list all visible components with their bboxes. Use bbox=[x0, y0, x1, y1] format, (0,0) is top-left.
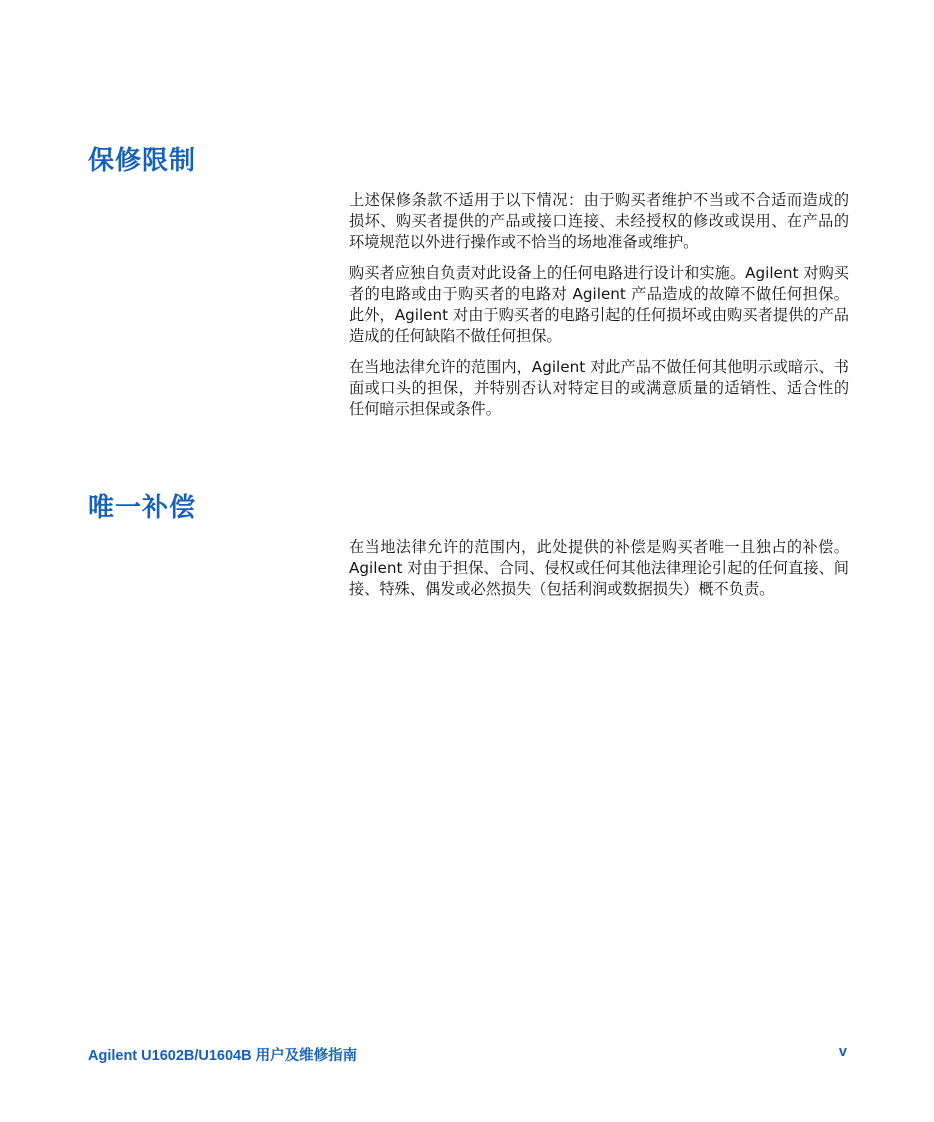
section-heading-warranty-limitation: 保修限制 bbox=[88, 146, 197, 176]
paragraph: 购买者应独自负责对此设备上的任何电路进行设计和实施。Agilent 对购买者的电路或由于购买者的电路对 Agilent 产品造成的故障不做任何担保。此外，Agilent 对由于购买者的电路引起的任何损坏或由购买者提供的产品造成的任何缺陷不做任何担保。 bbox=[349, 264, 849, 345]
footer-page-number: v bbox=[838, 1044, 847, 1060]
paragraph: 上述保修条款不适用于以下情况：由于购买者维护不当或不合适而造成的损坏、购买者提供的产品或接口连接、未经授权的修改或误用、在产品的环境规范以外进行操作或不恰当的场地准备或维护。 bbox=[349, 191, 849, 251]
section-body-warranty-limitation bbox=[349, 190, 849, 430]
footer-document-title: Agilent U1602B/U1604B 用户及维修指南 bbox=[88, 1048, 358, 1064]
page-footer bbox=[88, 1044, 847, 1066]
paragraph: 在当地法律允许的范围内，此处提供的补偿是购买者唯一且独占的补偿。Agilent 对由于担保、合同、侵权或任何其他法律理论引起的任何直接、间接、特殊、偶发或必然损失（包括利润或数据损失）概不负责。 bbox=[349, 538, 849, 598]
section-heading-exclusive-remedy: 唯一补偿 bbox=[88, 493, 197, 523]
paragraph: 在当地法律允许的范围内，Agilent 对此产品不做任何其他明示或暗示、书面或口头的担保，并特别否认对特定目的或满意质量的适销性、适合性的任何暗示担保或条件。 bbox=[349, 358, 849, 418]
section-body-exclusive-remedy bbox=[349, 537, 849, 610]
